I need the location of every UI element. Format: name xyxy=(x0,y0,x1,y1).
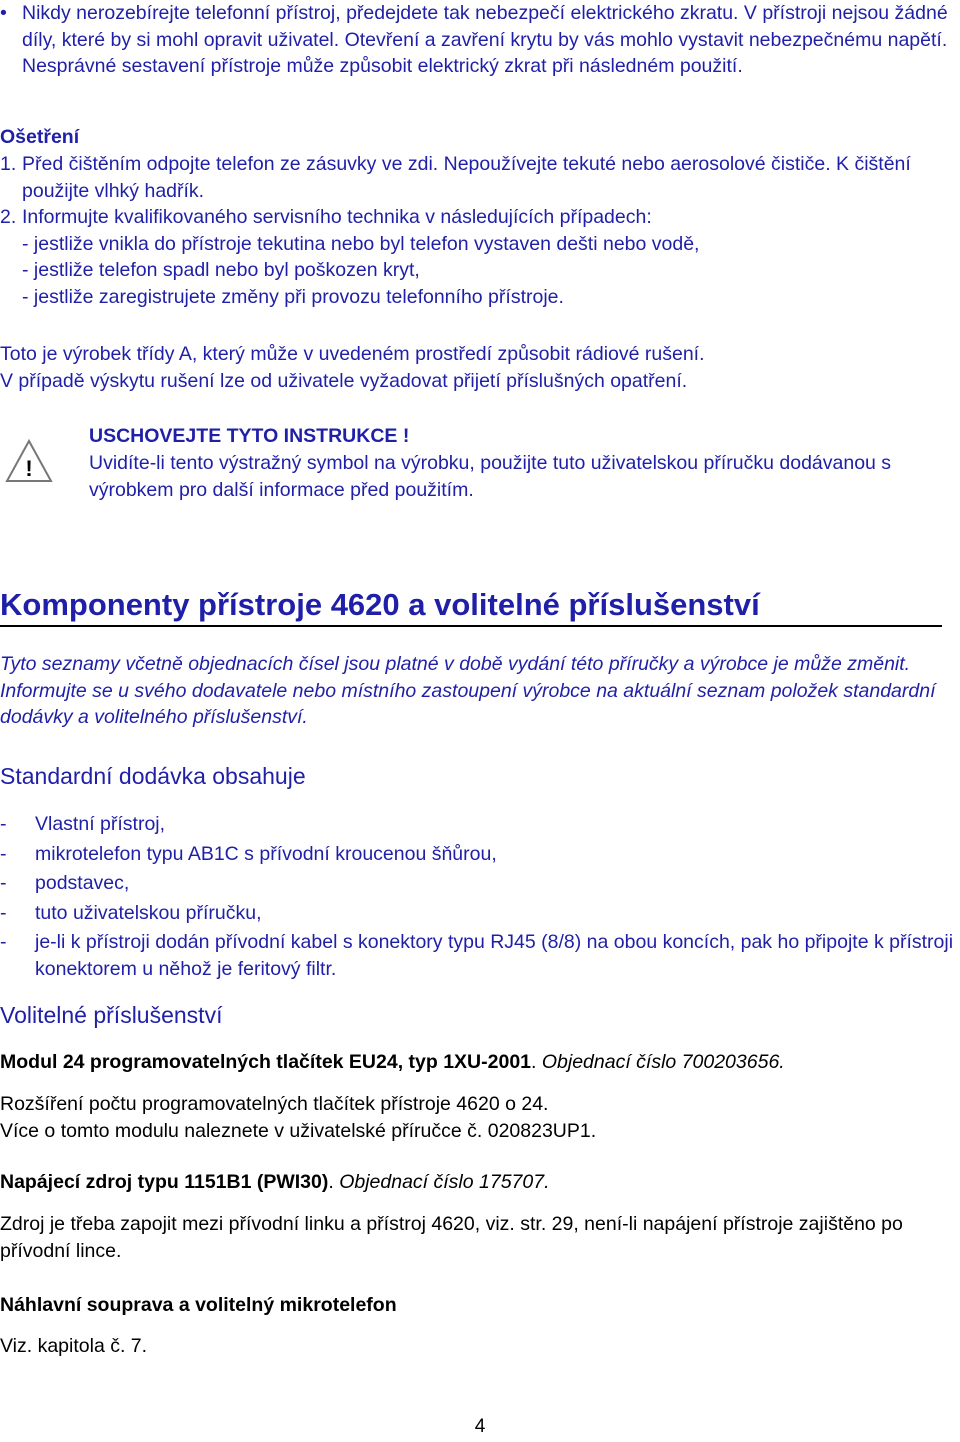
list-item-text: tuto uživatelskou příručku, xyxy=(35,901,262,924)
care-case-2: - jestliže telefon spadl nebo byl poškozen kryt, xyxy=(22,259,420,282)
psu-separator: . xyxy=(328,1171,340,1193)
warning-triangle-icon xyxy=(4,438,54,484)
module-order-number: Objednací číslo 700203656. xyxy=(541,1051,785,1073)
care-item-2-intro: Informujte kvalifikovaného servisního technika v následujících případech: xyxy=(22,206,652,228)
components-intro: Tyto seznamy včetně objednacích čísel jsou platné v době vydání této příručky a výrobce je může změnit. Informujte se u svého dodavatele nebo místního zastoupení výrobce na aktuální seznam položek standardní dodávky a volitelného příslušenství. xyxy=(0,653,936,729)
care-item-1 xyxy=(0,151,955,204)
list-item xyxy=(0,900,955,927)
list-dash: - xyxy=(0,842,7,865)
standard-list xyxy=(0,811,955,982)
module-line xyxy=(0,1049,955,1076)
keep-text: Uvidíte-li tento výstražný symbol na výrobku, použijte tuto uživatelskou příručku dodávanou s výrobkem pro další informace před použitím. xyxy=(89,452,892,501)
list-item-text: mikrotelefon typu AB1C s přívodní kroucenou šňůrou, xyxy=(35,842,497,865)
keep-title: USCHOVEJTE TYTO INSTRUKCE ! xyxy=(89,425,410,447)
care-item-2 xyxy=(0,204,955,310)
list-dash: - xyxy=(0,813,7,835)
list-dash: - xyxy=(0,901,7,924)
list-item-text: Vlastní přístroj, xyxy=(35,813,166,835)
headset-title: Náhlavní souprava a volitelný mikrotelefon xyxy=(0,1294,397,1316)
care-item-2-num: 2. xyxy=(0,206,17,228)
standard-heading: Standardní dodávka obsahuje xyxy=(0,763,306,789)
headset-desc: Viz. kapitola č. 7. xyxy=(0,1335,148,1357)
module-desc-1: Rozšíření počtu programovatelných tlačítek přístroje 4620 o 24. xyxy=(0,1093,549,1115)
optional-heading: Volitelné příslušenství xyxy=(0,1002,223,1028)
psu-line xyxy=(0,1169,955,1196)
list-item xyxy=(0,929,955,982)
module-title: Modul 24 programovatelných tlačítek EU24, typ 1XU-2001 xyxy=(0,1051,532,1073)
list-item-text: je-li k přístroji dodán přívodní kabel s konektory typu RJ45 (8/8) na obou koncích, pak ho připojte k přístroji konektorem u něhož je feritový filtr. xyxy=(35,931,954,980)
list-dash: - xyxy=(0,872,7,894)
warning-icon-glyph: ! xyxy=(25,456,33,481)
module-separator: . xyxy=(531,1051,542,1073)
page-number: 4 xyxy=(474,1416,486,1437)
care-item-1-text: Před čištěním odpojte telefon ze zásuvky ve zdi. Nepoužívejte tekuté nebo aerosolové čističe. K čištění použijte vlhký hadřík. xyxy=(22,153,911,202)
list-dash: - xyxy=(0,931,7,953)
module-desc-2: Více o tomto modulu naleznete v uživatelské příručce č. 020823UP1. xyxy=(0,1120,597,1142)
list-item xyxy=(0,811,955,838)
psu-order-number: Objednací číslo 175707. xyxy=(339,1171,550,1193)
care-heading: Ošetření xyxy=(0,126,80,148)
components-heading: Komponenty přístroje 4620 a volitelné příslušenství xyxy=(0,585,942,627)
care-case-3: - jestliže zaregistrujete změny při provozu telefonního přístroje. xyxy=(22,285,564,308)
class-a-line-2: V případě výskytu rušení lze od uživatele vyžadovat přijetí příslušných opatření. xyxy=(0,370,688,392)
bullet-symbol: • xyxy=(0,2,7,24)
safety-bullet xyxy=(0,0,955,80)
psu-desc: Zdroj je třeba zapojit mezi přívodní linku a přístroj 4620, viz. str. 29, není-li napájení přístroje zajištěno po přívodní lince. xyxy=(0,1213,903,1262)
safety-text: Nikdy nerozebírejte telefonní přístroj, předejdete tak nebezpečí elektrického zkratu. V přístroji nejsou žádné díly, které by si mohl opravit uživatel. Otevření a zavření krytu by vás mohlo vystavit nebezpečnému napětí. Nesprávné sestavení přístroje může způsobit elektrický zkrat při následném použití. xyxy=(22,2,948,78)
care-case-1: - jestliže vnikla do přístroje tekutina nebo byl telefon vystaven dešti nebo vodě, xyxy=(22,232,700,255)
list-item-text: podstavec, xyxy=(35,872,130,894)
class-a-line-1: Toto je výrobek třídy A, který může v uvedeném prostředí způsobit rádiové rušení. xyxy=(0,343,705,365)
list-item xyxy=(0,870,955,897)
psu-title: Napájecí zdroj typu 1151B1 (PWI30) xyxy=(0,1171,329,1193)
list-item xyxy=(0,841,955,868)
care-item-1-num: 1. xyxy=(0,153,17,175)
